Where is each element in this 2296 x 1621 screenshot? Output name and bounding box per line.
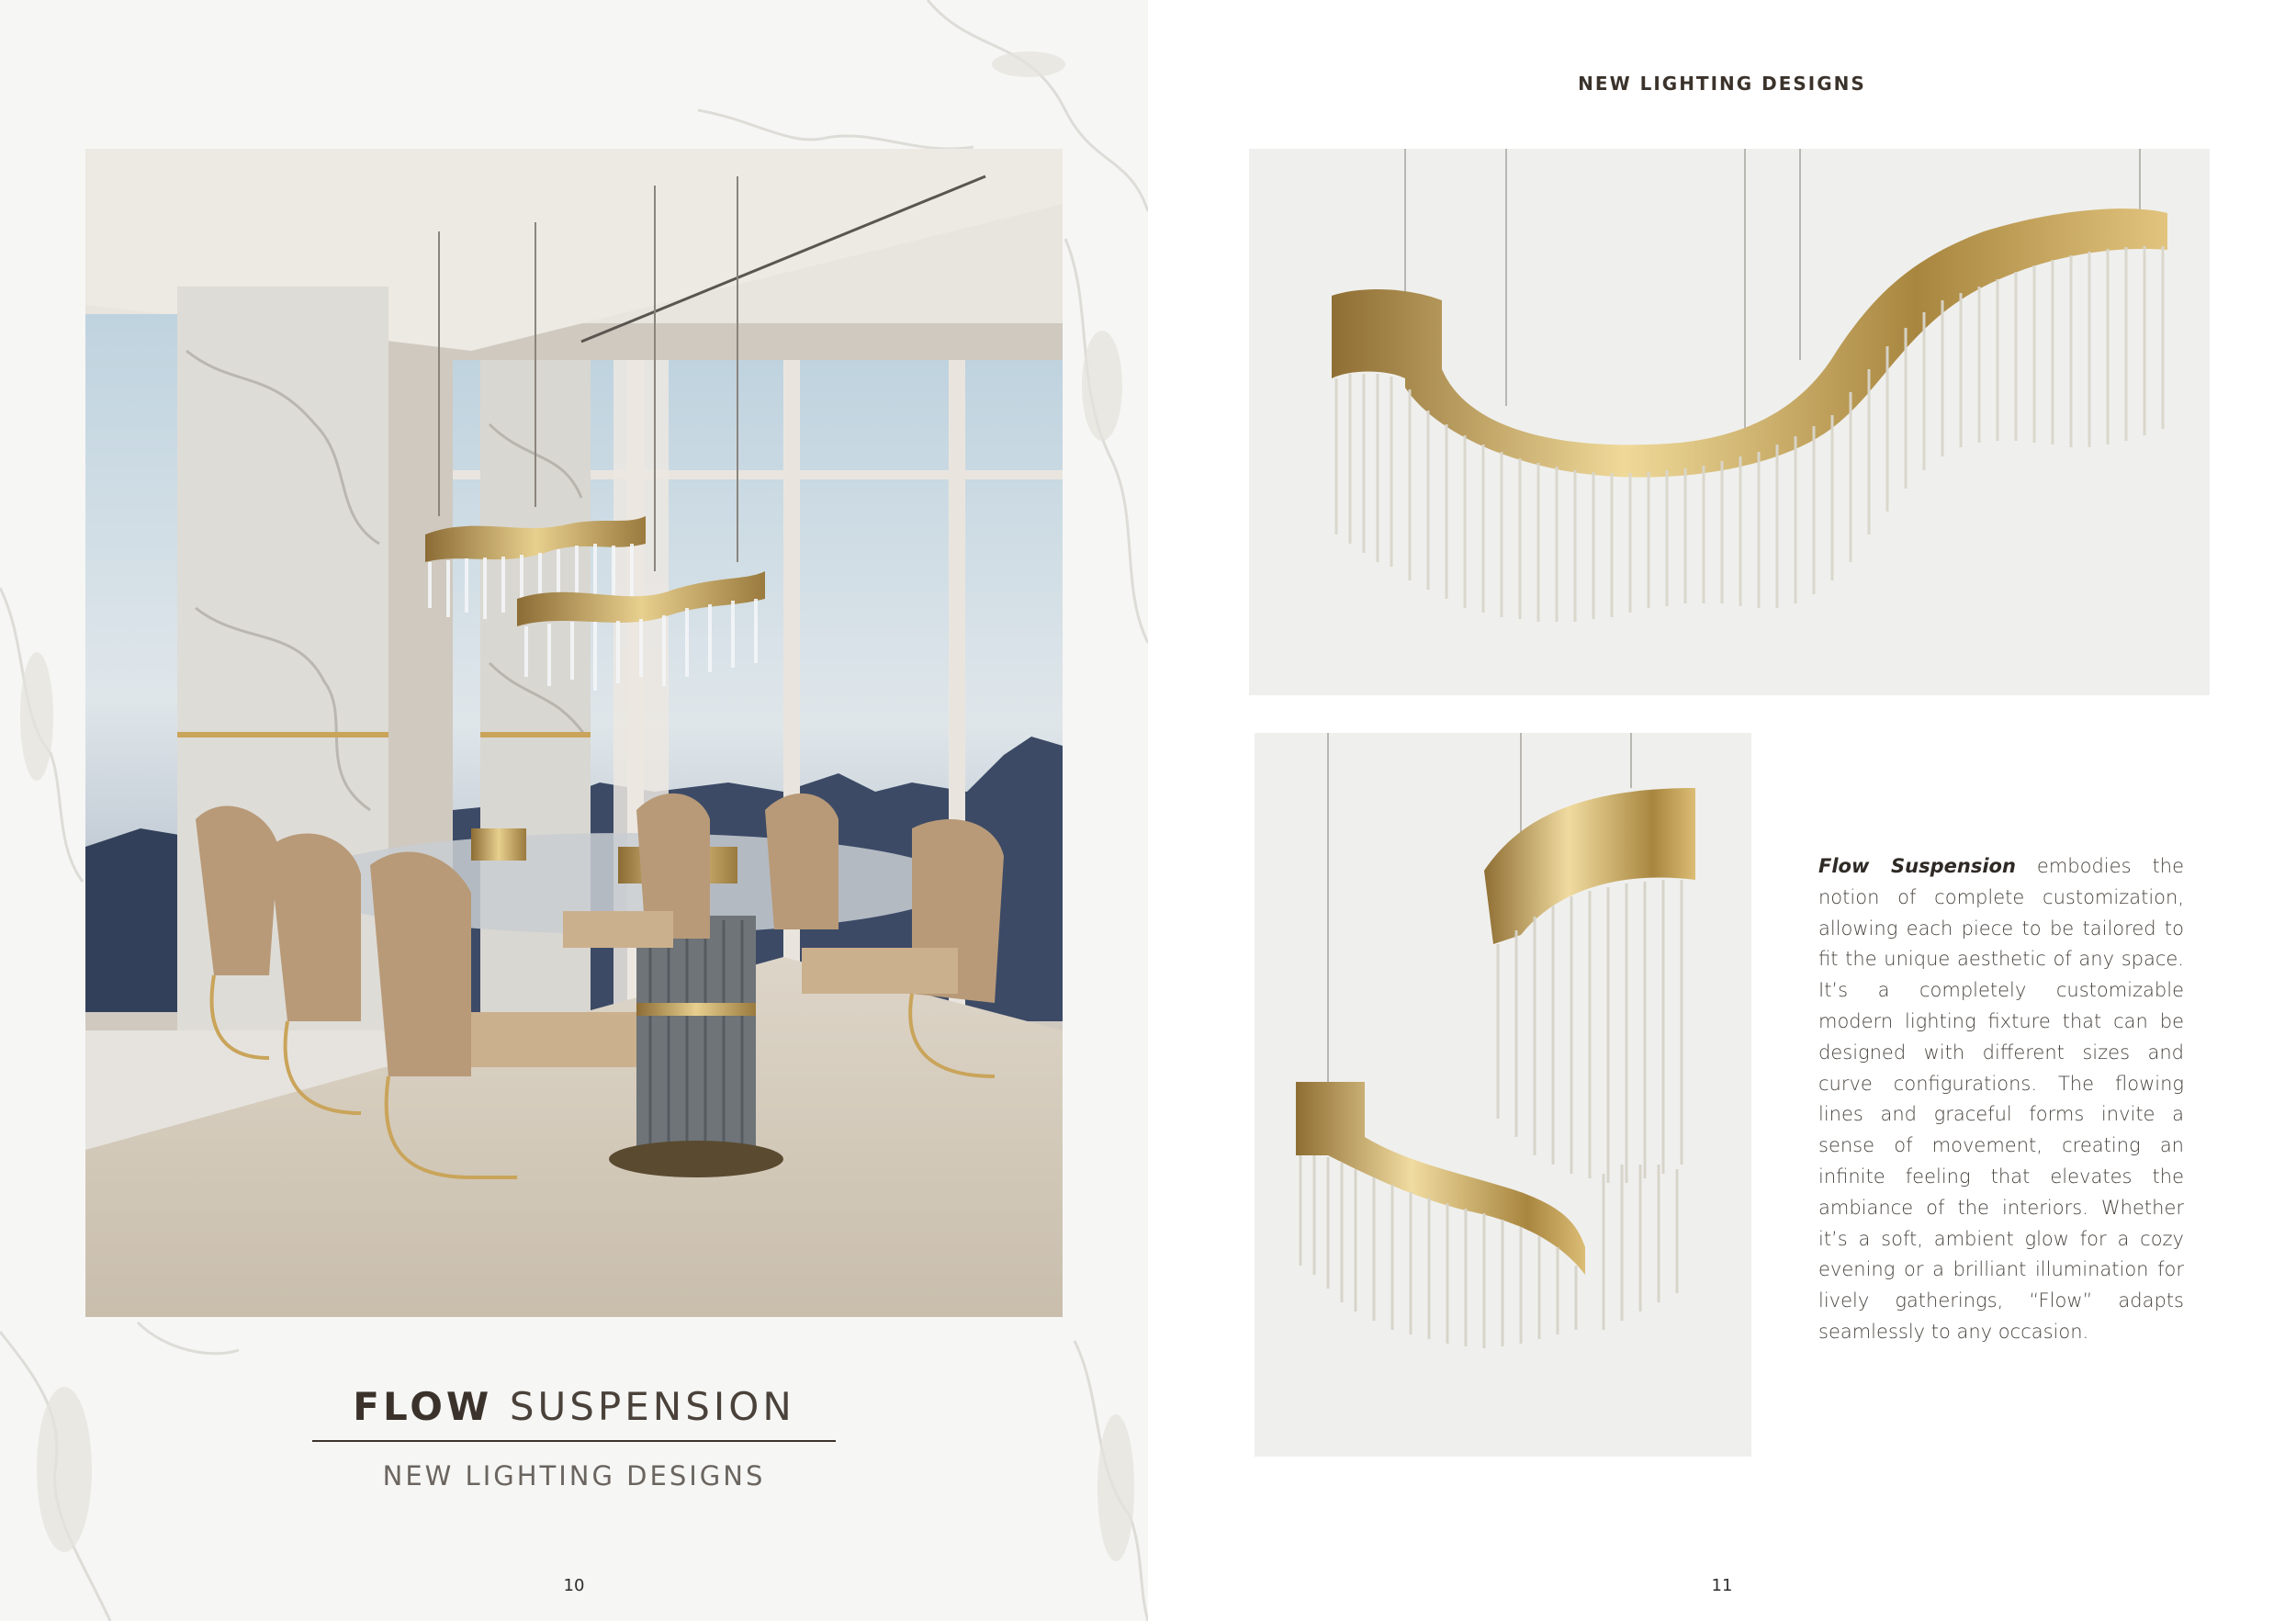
product-description bbox=[1818, 851, 2184, 1348]
product-subtitle: NEW LIGHTING DESIGNS bbox=[382, 1460, 766, 1492]
product-image-horizontal bbox=[1249, 149, 2210, 695]
product-title-bold: FLOW bbox=[353, 1384, 493, 1429]
product-title bbox=[312, 1378, 836, 1436]
product-image-vertical bbox=[1255, 733, 1751, 1457]
page-number-left: 10 bbox=[563, 1576, 585, 1595]
product-title-block bbox=[312, 1378, 836, 1492]
description-product-name: Flow Suspension bbox=[1818, 855, 2016, 877]
right-page bbox=[1148, 0, 2296, 1621]
hero-dining-room-photo bbox=[85, 149, 1063, 1317]
product-title-light: SUSPENSION bbox=[509, 1384, 795, 1429]
page-number-right: 11 bbox=[1711, 1576, 1733, 1595]
title-divider bbox=[312, 1440, 836, 1442]
section-header: NEW LIGHTING DESIGNS bbox=[1578, 73, 1866, 95]
description-body: embodies the notion of complete customization, allowing each piece to be tailored to fit the unique aesthetic of any space. It’s a completely customizable modern lighting fixture that can be designed with different sizes and curve configurations. The flowing lines and graceful forms invite a sense of movement, creating an infinite feeling that elevates the ambiance of the interiors. Whether it’s a soft, ambient glow for a cozy evening or a brilliant illumination for lively gatherings, “Flow” adapts seamlessly to any occasion. bbox=[1818, 855, 2184, 1343]
